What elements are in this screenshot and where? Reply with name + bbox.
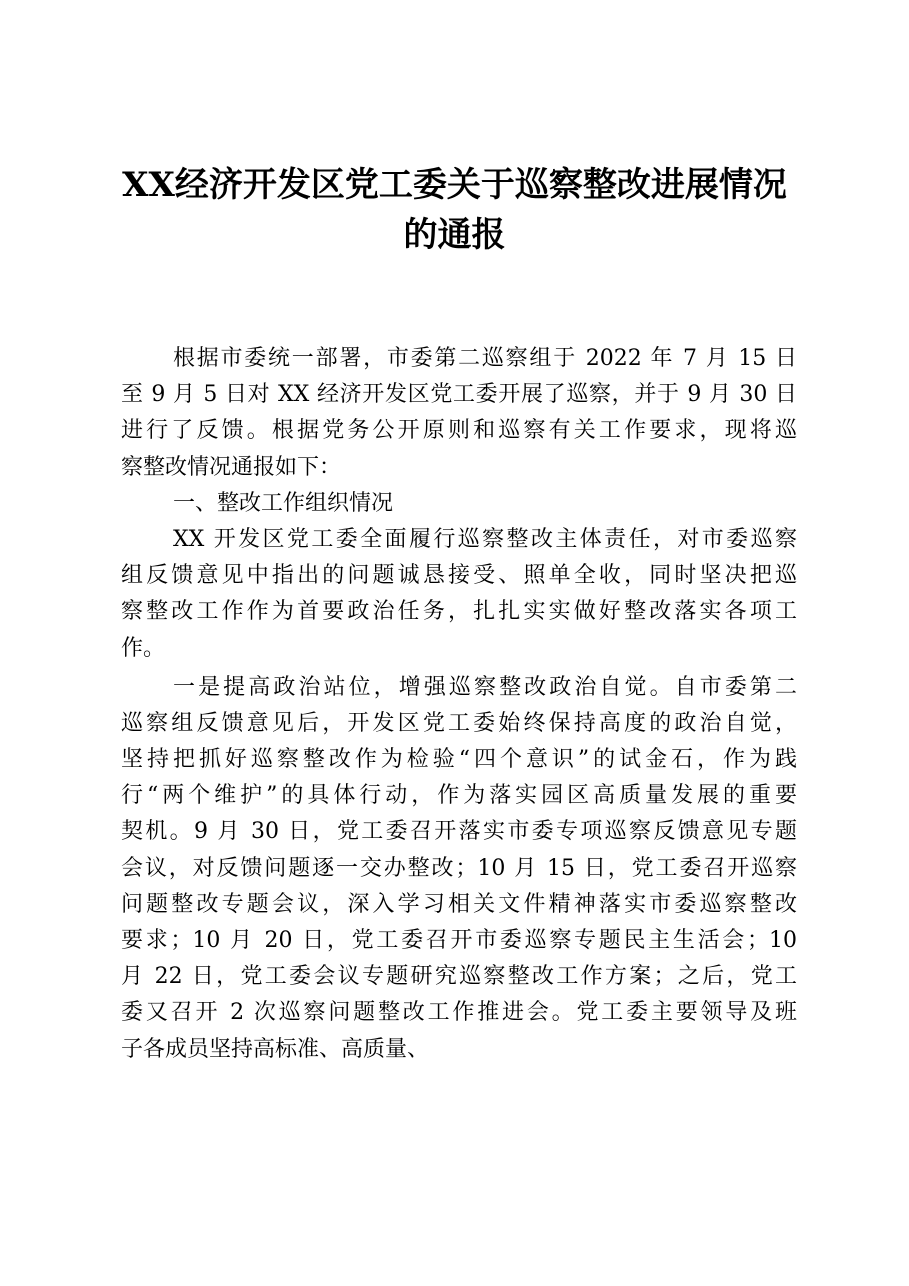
text-line: 月 22 日，党工委会议专题研究巡察整改工作方案；之后，党工 <box>121 964 797 990</box>
title-line-1: XX经济开发区党工委关于巡察整改进展情况 <box>122 165 787 205</box>
text-line: 组反馈意见中指出的问题诚恳接受、照单全收，同时坚决把巡 <box>121 563 797 589</box>
section-heading-text: 一、整改工作组织情况 <box>173 490 394 516</box>
text-line: 进行了反馈。根据党务公开原则和巡察有关工作要求，现将巡 <box>121 418 797 444</box>
text-line: 坚持把抓好巡察整改作为检验“四个意识”的试金石，作为践 <box>121 747 797 773</box>
paragraph-intro <box>121 341 797 486</box>
paragraph-political-stance <box>121 670 797 1068</box>
text-line: 子各成员坚持高标准、高质量、 <box>121 1036 430 1062</box>
document-body <box>121 341 797 1068</box>
text-line: 问题整改专题会议，深入学习相关文件精神落实市委巡察整改 <box>121 891 797 917</box>
text-line: 契机。9 月 30 日，党工委召开落实市委专项巡察反馈意见专题 <box>121 819 797 845</box>
text-line: 一是提高政治站位，增强巡察整改政治自觉。自市委第二 <box>173 674 797 700</box>
text-line: 行“两个维护”的具体行动，作为落实园区高质量发展的重要 <box>121 783 797 809</box>
text-line: 至 9 月 5 日对 XX 经济开发区党工委开展了巡察，并于 9 月 30 日 <box>121 382 797 408</box>
text-line: 巡察组反馈意见后，开发区党工委始终保持高度的政治自觉， <box>121 710 797 736</box>
text-line: 察整改情况通报如下： <box>121 454 342 480</box>
text-line: 委又召开 2 次巡察问题整改工作推进会。党工委主要领导及班 <box>121 1000 797 1026</box>
text-line: 察整改工作作为首要政治任务，扎扎实实做好整改落实各项工 <box>121 599 797 625</box>
paragraph-organization <box>121 522 797 667</box>
text-line: XX 开发区党工委全面履行巡察整改主体责任，对市委巡察 <box>173 526 797 552</box>
text-line: 要求；10 月 20 日，党工委召开市委巡察专题民主生活会；10 <box>121 928 797 953</box>
text-line: 作。 <box>121 635 166 661</box>
text-line: 会议，对反馈问题逐一交办整改；10 月 15 日，党工委召开巡察 <box>121 855 797 881</box>
section-heading <box>121 486 797 522</box>
document-title <box>0 160 909 260</box>
text-line: 根据市委统一部署，市委第二巡察组于 2022 年 7 月 15 日 <box>173 346 797 371</box>
title-line-2: 的通报 <box>403 215 506 255</box>
